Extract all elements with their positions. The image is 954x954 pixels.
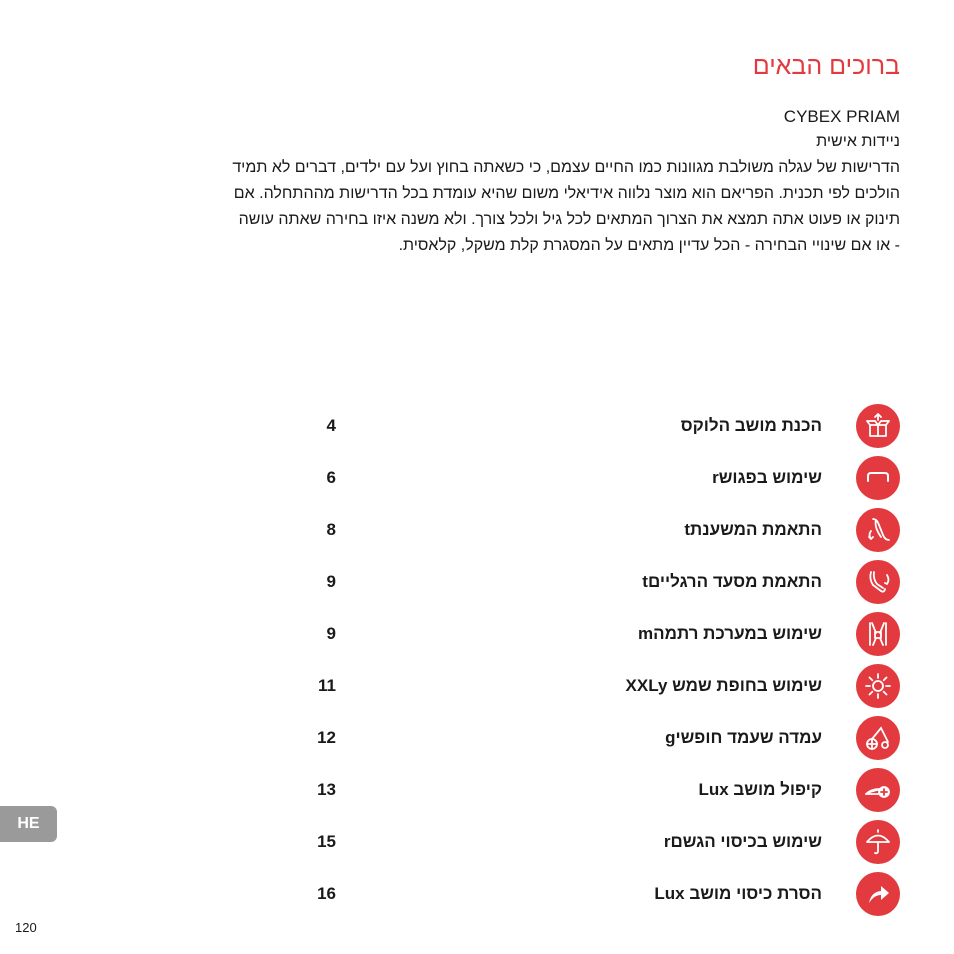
toc-label: עמדה שעמד חופשיg bbox=[665, 728, 822, 747]
toc-label: התאמת המשענתt bbox=[684, 520, 822, 539]
toc-label: קיפול מושב Lux bbox=[698, 780, 822, 799]
toc-label: הסרת כיסוי מושב Lux bbox=[654, 884, 822, 903]
toc-row[interactable] bbox=[0, 664, 954, 710]
intro-line: תינוק או פעוט אתה תמצא את הצרוך המתאים לכל גיל ולכל צורך. ולא משנה איזו בחירה שאתה עושה bbox=[238, 211, 900, 228]
intro-line: הדרישות של עגלה משולבת מגוונות כמו החיים עצמם, כי כשאתה בחוץ ועל עם ילדים, דברים לא תמיד bbox=[232, 159, 900, 176]
intro-line: הולכים לפי תכנית. הפריאם הוא מוצר נלווה אידיאלי משום שהיא עומדת בכל הדרישות מההתחלה. אם bbox=[233, 185, 900, 202]
toc-page: 9 bbox=[326, 572, 336, 591]
toc-row[interactable] bbox=[0, 404, 954, 450]
toc-label: שימוש במערכת רתמהm bbox=[638, 624, 822, 643]
freestanding-icon bbox=[856, 716, 900, 760]
toc-row[interactable] bbox=[0, 768, 954, 814]
toc-label: התאמת מסעד הרגלייםt bbox=[642, 572, 822, 591]
page-number: 120 bbox=[15, 920, 37, 935]
rain-cover-icon bbox=[856, 820, 900, 864]
sun-canopy-icon bbox=[856, 664, 900, 708]
toc-label: שימוש בכיסוי הגשםr bbox=[663, 832, 822, 851]
toc-page: 8 bbox=[326, 520, 336, 539]
toc-page: 16 bbox=[317, 884, 336, 903]
product-name: CYBEX PRIAM bbox=[783, 107, 900, 126]
toc-label: שימוש בחופת שמש XXLy bbox=[625, 676, 822, 695]
toc-page: 4 bbox=[326, 416, 336, 435]
language-badge: HE bbox=[0, 806, 57, 842]
toc-page: 12 bbox=[317, 728, 336, 747]
toc-page: 15 bbox=[317, 832, 336, 851]
toc-row[interactable] bbox=[0, 612, 954, 658]
toc-row[interactable] bbox=[0, 508, 954, 554]
toc-row[interactable] bbox=[0, 716, 954, 762]
seat-fold-icon bbox=[856, 768, 900, 812]
toc-row[interactable] bbox=[0, 456, 954, 502]
page-title: ברוכים הבאים bbox=[752, 52, 900, 80]
toc-row[interactable] bbox=[0, 872, 954, 918]
toc-label: שימוש בפגושr bbox=[712, 468, 822, 487]
bumper-bar-icon bbox=[856, 456, 900, 500]
subtitle: ניידות אישית bbox=[816, 133, 900, 150]
box-unpack-icon bbox=[856, 404, 900, 448]
intro-line: - או אם שינויי הבחירה - הכל עדיין מתאים על המסגרת קלת משקל, קלאסית. bbox=[398, 237, 900, 254]
intro-paragraph bbox=[100, 155, 900, 259]
toc-page: 9 bbox=[326, 624, 336, 643]
toc-row[interactable] bbox=[0, 820, 954, 866]
toc-row[interactable] bbox=[0, 560, 954, 606]
backrest-adjust-icon bbox=[856, 508, 900, 552]
toc-label: הכנת מושב הלוקס bbox=[680, 416, 822, 435]
cover-removal-icon bbox=[856, 872, 900, 916]
harness-icon bbox=[856, 612, 900, 656]
legrest-adjust-icon bbox=[856, 560, 900, 604]
toc-page: 6 bbox=[326, 468, 336, 487]
toc-page: 13 bbox=[317, 780, 336, 799]
toc-page: 11 bbox=[318, 676, 336, 695]
